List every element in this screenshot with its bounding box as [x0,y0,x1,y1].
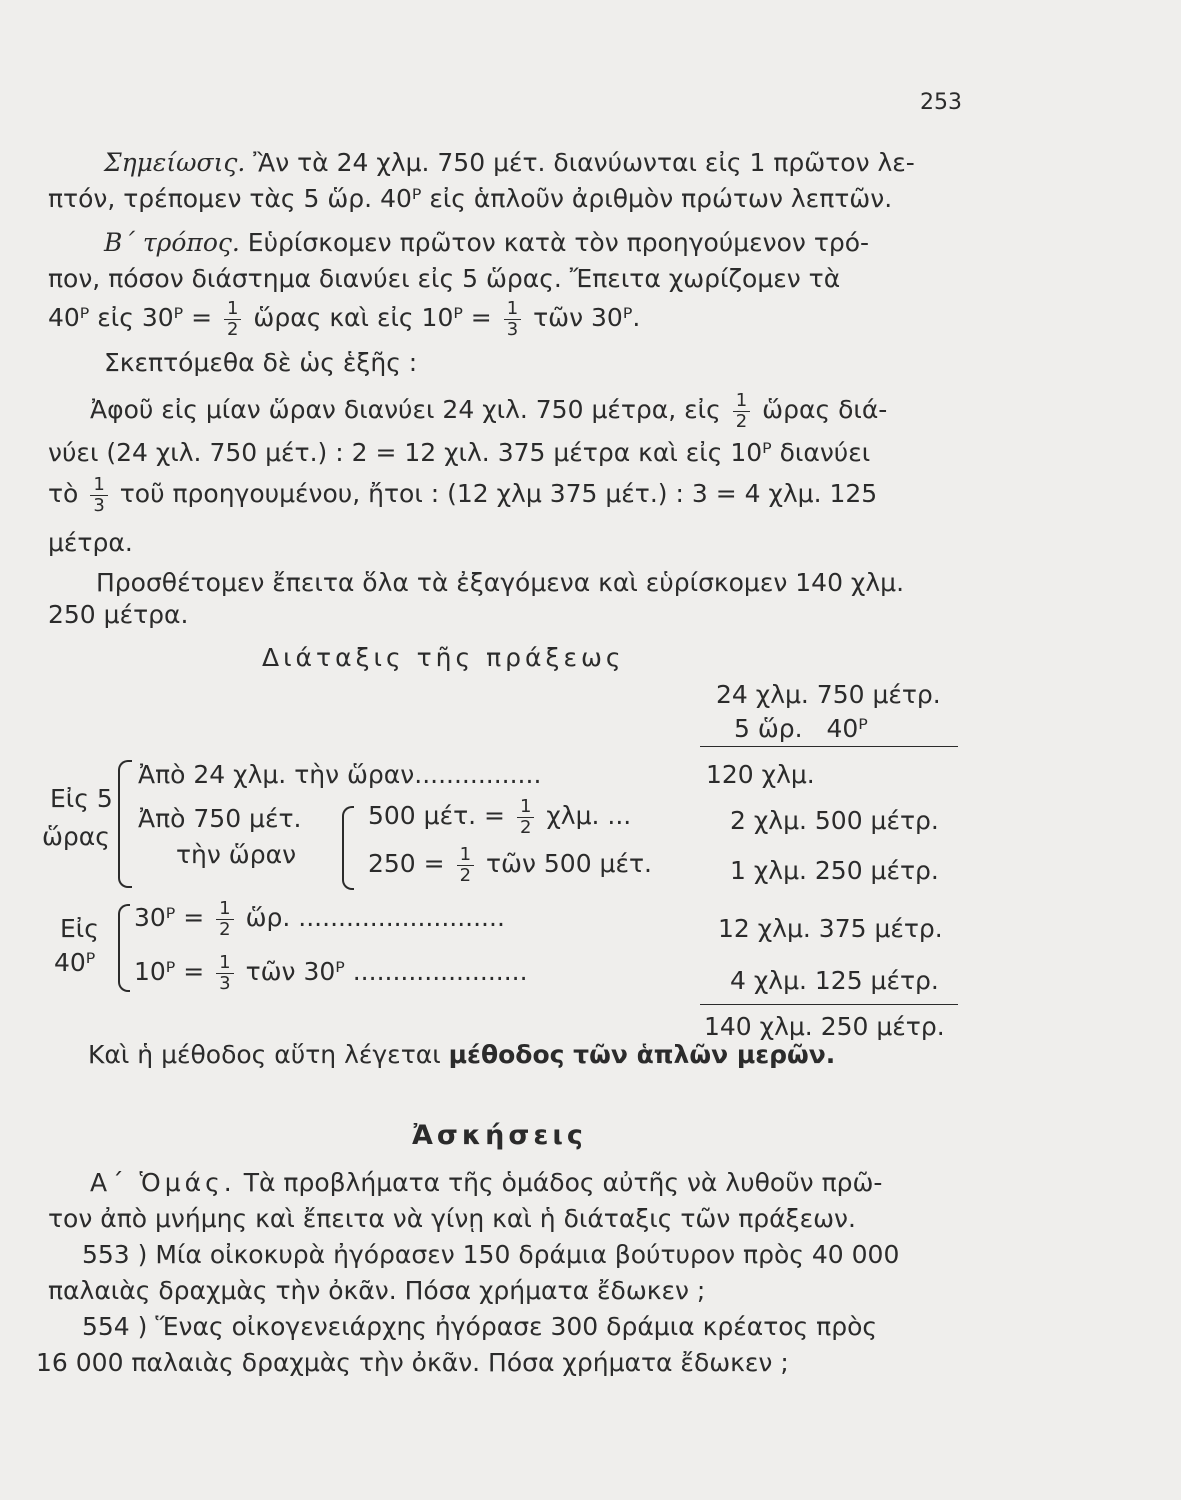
result-12-375: 12 χλμ. 375 μέτρ. [718,914,943,943]
reasoning-text-1a: Ἀφοῦ εἰς μίαν ὥραν διανύει 24 χιλ. 750 μέτρα, εἰς [90,395,721,424]
row-30-text-b: ὥρ. [245,903,291,932]
method-b-label: Β΄ τρόπος. [104,228,240,257]
note-line-1 [104,148,915,177]
exercise-553-line-2: παλαιὰς δραχμὰς τὴν ὀκᾶν. Πόσα χρήματα ἔδωκεν ; [48,1276,706,1305]
label-eis-5: Εἰς 5 [50,784,113,813]
text-ton-30: τῶν 30ᴾ. [533,303,641,332]
group-a-line-1 [90,1168,882,1197]
fraction-one-half: $\frac{1}{2}$ [216,899,233,940]
row-30 [134,896,505,940]
fraction-one-third: $\frac{1}{3}$ [90,475,107,516]
method-sentence [88,1040,835,1069]
text-oras-kai-eis-10: ὥρας καὶ εἰς 10ᴾ = [253,303,492,332]
row-10-text-a: 10ᴾ = [134,957,205,986]
reasoning-line-3 [48,472,877,516]
top-time-minutes: 40ᴾ [826,714,868,743]
method-b-text-1: Εὑρίσκομεν πρῶτον κατὰ τὸν προηγούμενον τρό- [247,228,870,257]
label-40: 40ᴾ [54,948,96,977]
fraction-one-half: $\frac{1}{2}$ [733,391,750,432]
reasoning-line-4: μέτρα. [48,528,133,557]
reasoning-text-1b: ὥρας διά- [762,395,888,424]
sum-line-2: 250 μέτρα. [48,600,189,629]
row-250 [368,842,652,886]
method-name: μέθοδος τῶν ἁπλῶν μερῶν. [448,1040,836,1069]
method-b-line-1 [104,228,869,257]
section-heading-exercises: Ἀσκήσεις [412,1120,587,1151]
row-500-text-a: 500 μέτ. = [368,801,505,830]
row-250-text-a: 250 = [368,849,445,878]
reasoning-line-1 [90,388,887,432]
result-total: 140 χλμ. 250 μέτρ. [704,1012,945,1041]
reasoning-intro: Σκεπτόμεθα δὲ ὡς ἑξῆς : [104,348,418,377]
top-time [734,714,868,743]
result-4-125: 4 χλμ. 125 μέτρ. [730,966,939,995]
method-b-line-2: πον, πόσον διάστημα διανύει εἰς 5 ὥρας. Ἔπειτα χωρίζομεν τὰ [48,264,841,293]
fraction-one-half: $\frac{1}{2}$ [517,797,534,838]
brace-eis-40 [118,904,130,992]
label-eis: Εἰς [60,914,99,943]
reasoning-line-2: νύει (24 χιλ. 750 μέτ.) : 2 = 12 χιλ. 375 μέτρα καὶ εἰς 10ᴾ διανύει [48,438,871,467]
row-500 [368,794,631,838]
note-text-1: Ἂν τὰ 24 χλμ. 750 μέτ. διανύωνται εἰς 1 πρῶτον λε- [253,148,915,177]
fraction-one-third: $\frac{1}{3}$ [504,299,521,340]
row-apo-24 [138,760,541,789]
page-number: 253 [920,90,962,115]
reasoning-text-3b: τοῦ προηγουμένου, ἤτοι : (12 χλμ 375 μέτ.) : 3 = 4 χλμ. 125 [119,479,878,508]
note-line-2: πτόν, τρέπομεν τὰς 5 ὥρ. 40ᴾ εἰς ἁπλοῦν ἀριθμὸν πρώτων λεπτῶν. [48,184,893,213]
top-time-hours: 5 ὥρ. [734,714,803,743]
row-30-text-a: 30ᴾ = [134,903,205,932]
row-apo-750: Ἀπὸ 750 μέτ. [138,804,302,833]
brace-apo-750 [342,806,354,890]
leader-dots: ...................... [352,957,528,986]
result-120: 120 χλμ. [706,760,815,789]
rule-total [700,1004,958,1005]
exercise-553-line-1: 553 ) Μία οἰκοκυρὰ ἠγόρασεν 150 δράμια βούτυρον πρὸς 40 000 [82,1240,900,1269]
group-a-label: Α΄ Ὁμάς. [90,1168,236,1197]
fraction-one-half: $\frac{1}{2}$ [224,299,241,340]
method-sentence-text: Καὶ ἡ μέθοδος αὕτη λέγεται [88,1040,441,1069]
exercise-554-line-2: 16 000 παλαιὰς δραχμὰς τὴν ὀκᾶν. Πόσα χρήματα ἔδωκεν ; [36,1348,789,1377]
row-10 [134,950,528,994]
sum-line-1: Προσθέτομεν ἔπειτα ὅλα τὰ ἐξαγόμενα καὶ εὑρίσκομεν 140 χλμ. [96,568,905,597]
reasoning-text-3a: τὸ [48,479,79,508]
text-40-eis-30: 40ᴾ εἰς 30ᴾ = [48,303,213,332]
rule-top [700,746,958,747]
fraction-one-third: $\frac{1}{3}$ [216,953,233,994]
row-tin-oran: τὴν ὥραν [176,840,297,869]
row-250-text-b: τῶν 500 μέτ. [485,849,652,878]
label-oras: ὥρας [42,822,110,851]
row-500-text-b: χλμ. ... [546,801,632,830]
row-apo-24-text: Ἀπὸ 24 χλμ. τὴν ὥραν [138,760,415,789]
top-distance: 24 χλμ. 750 μέτρ. [716,680,941,709]
result-1-250: 1 χλμ. 250 μέτρ. [730,856,939,885]
exercise-554-line-1: 554 ) Ἕνας οἰκογενειάρχης ἠγόρασε 300 δράμια κρέατος πρὸς [82,1312,878,1341]
section-heading-layout: Διάταξις τῆς πράξεως [262,643,625,672]
note-label: Σημείωσις. [104,148,246,177]
result-2-500: 2 χλμ. 500 μέτρ. [730,806,939,835]
fraction-one-half: $\frac{1}{2}$ [457,845,474,886]
row-10-text-b: τῶν 30ᴾ [245,957,345,986]
group-a-text-1: Τὰ προβλήματα τῆς ὁμάδος αὐτῆς νὰ λυθοῦν πρῶ- [243,1168,883,1197]
group-a-line-2: τον ἀπὸ μνήμης καὶ ἔπειτα νὰ γίνῃ καὶ ἡ διάταξις τῶν πράξεων. [48,1204,856,1233]
brace-eis-5 [118,760,132,888]
leader-dots: .......................... [298,903,505,932]
leader-dots: ................ [414,760,542,789]
method-b-line-3 [48,296,640,340]
